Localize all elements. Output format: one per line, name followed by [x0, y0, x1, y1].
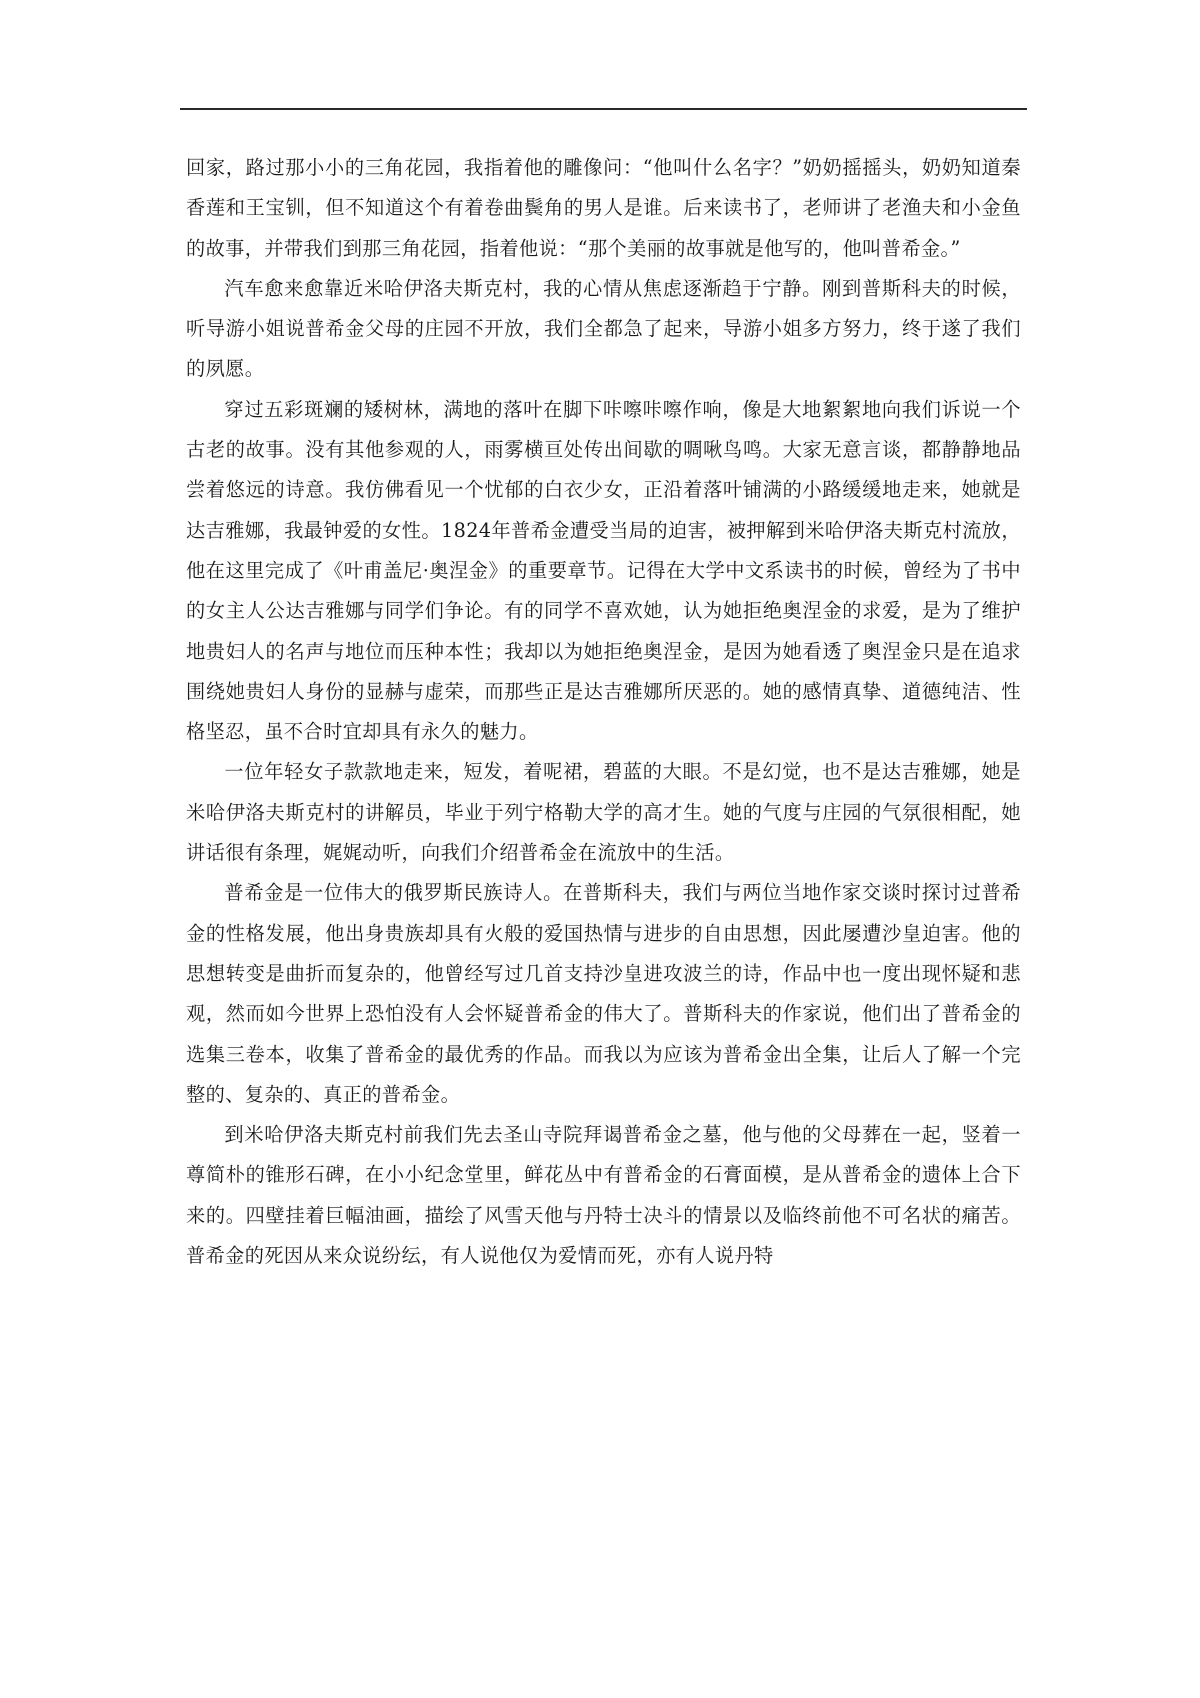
header-rule — [180, 108, 1027, 110]
paragraph-1: 回家，路过那小小的三角花园，我指着他的雕像问：“他叫什么名字？”奶奶摇摇头，奶奶知道秦香莲和王宝钏，但不知道这个有着卷曲鬓角的男人是谁。后来读书了，老师讲了老渔夫和小金鱼的故事，并带我们到那三角花园，指着他说：“那个美丽的故事就是他写的，他叫普希金。” — [186, 156, 1021, 260]
paragraph-4: 一位年轻女子款款地走来，短发，着呢裙，碧蓝的大眼。不是幻觉，也不是达吉雅娜，她是米哈伊洛夫斯克村的讲解员，毕业于列宁格勒大学的高才生。她的气度与庄园的气氛很相配，她讲话很有条理，娓娓动听，向我们介绍普希金在流放中的生活。 — [186, 760, 1021, 865]
paragraph-2: 汽车愈来愈靠近米哈伊洛夫斯克村，我的心情从焦虑逐渐趋于宁静。刚到普斯科夫的时候，听导游小姐说普希金父母的庄园不开放，我们全都急了起来，导游小姐多方努力，终于遂了我们的夙愿。 — [186, 276, 1021, 381]
article-body — [186, 148, 1021, 1276]
paragraph-6: 到米哈伊洛夫斯克村前我们先去圣山寺院拜谒普希金之墓，他与他的父母葬在一起，竖着一尊简朴的锥形石碑，在小小纪念堂里，鲜花丛中有普希金的石膏面模，是从普希金的遗体上合下来的。四壁挂着巨幅油画，描绘了风雪天他与丹特士决斗的情景以及临终前他不可名状的痛苦。普希金的死因从来众说纷纭，有人说他仅为爱情而死，亦有人说丹特 — [186, 1123, 1021, 1268]
paragraph-3: 穿过五彩斑斓的矮树林，满地的落叶在脚下咔嚓咔嚓作响，像是大地絮絮地向我们诉说一个古老的故事。没有其他参观的人，雨雾横亘处传出间歇的啁啾鸟鸣。大家无意言谈，都静静地品尝着悠远的诗意。我仿佛看见一个忧郁的白衣少女，正沿着落叶铺满的小路缓缓地走来，她就是达吉雅娜，我最钟爱的女性。1824年普希金遭受当局的迫害，被押解到米哈伊洛夫斯克村流放，他在这里完成了《叶甫盖尼·奥涅金》的重要章节。记得在大学中文系读书的时候，曾经为了书中的女主人公达吉雅娜与同学们争论。有的同学不喜欢她，认为她拒绝奥涅金的求爱，是为了维护地贵妇人的名声与地位而压种本性；我却以为她拒绝奥涅金，是因为她看透了奥涅金只是在追求围绕她贵妇人身份的显赫与虚荣，而那些正是达吉雅娜所厌恶的。她的感情真挚、道德纯洁、性格坚忍，虽不合时宜却具有永久的魅力。 — [186, 397, 1021, 744]
paragraph-5: 普希金是一位伟大的俄罗斯民族诗人。在普斯科夫，我们与两位当地作家交谈时探讨过普希金的性格发展，他出身贵族却具有火般的爱国热情与进步的自由思想，因此屡遭沙皇迫害。他的思想转变是曲折而复杂的，他曾经写过几首支持沙皇进攻波兰的诗，作品中也一度出现怀疑和悲观，然而如今世界上恐怕没有人会怀疑普希金的伟大了。普斯科夫的作家说，他们出了普希金的选集三卷本，收集了普希金的最优秀的作品。而我以为应该为普希金出全集，让后人了解一个完整的、复杂的、真正的普希金。 — [186, 881, 1021, 1106]
